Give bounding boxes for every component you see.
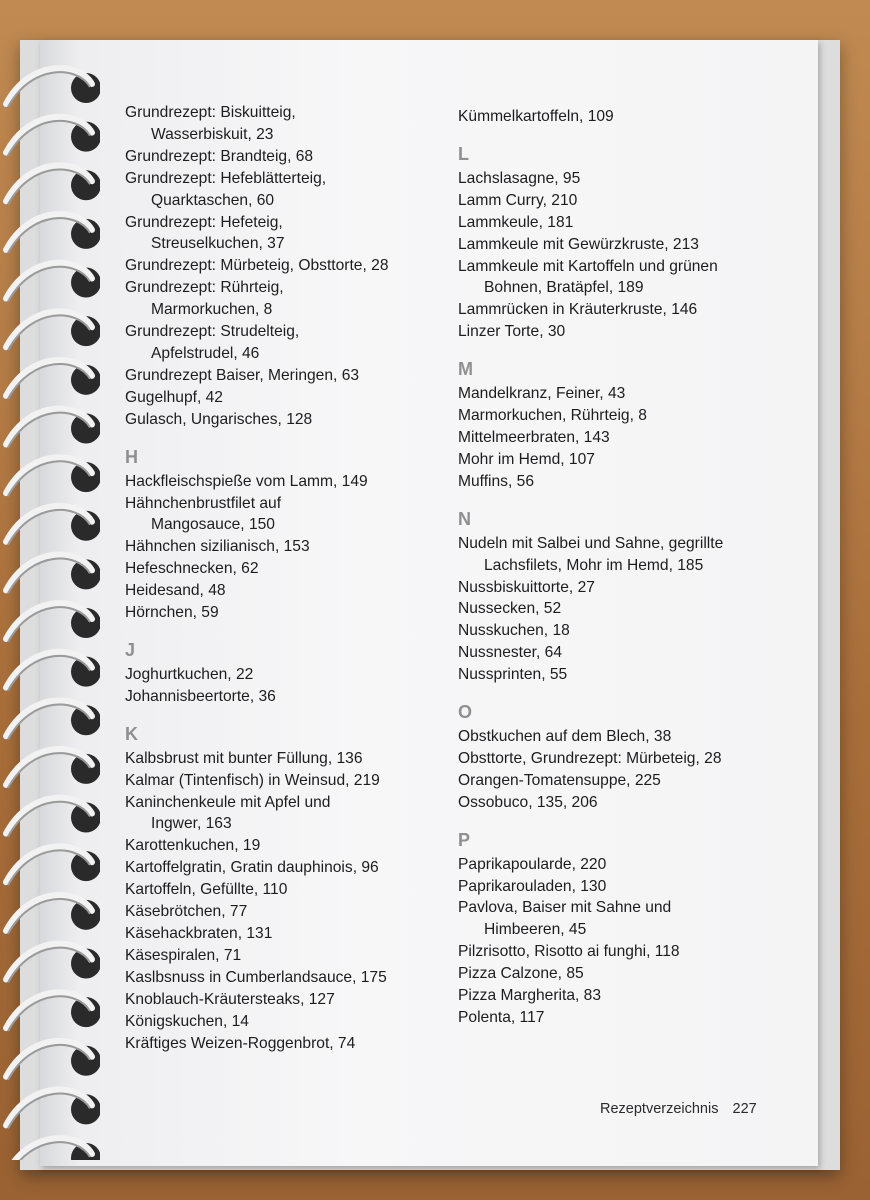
index-entry-line: Nussbiskuittorte, 27	[458, 578, 595, 596]
index-entry	[458, 383, 788, 405]
index-entry	[125, 1011, 435, 1033]
index-letter-heading: J	[125, 639, 136, 660]
spiral-ring	[6, 895, 100, 934]
index-entry-line: Orangen-Tomatensuppe, 225	[458, 771, 661, 789]
index-entry-line: Hähnchen sizilianisch, 153	[125, 538, 310, 556]
index-entry-line: Lammrücken in Kräuterkruste, 146	[458, 301, 698, 319]
index-entry-line: Heidesand, 48	[125, 582, 226, 600]
index-entry	[125, 686, 435, 708]
index-entry	[458, 854, 788, 876]
index-entry-line: Grundrezept: Hefeteig,	[125, 213, 283, 231]
spiral-ring	[6, 555, 100, 594]
index-entry-line: Lammkeule mit Kartoffeln und grünen	[458, 257, 718, 275]
index-entry	[125, 365, 435, 387]
index-entry-line: Karottenkuchen, 19	[125, 837, 261, 855]
index-entry-line: Nussprinten, 55	[458, 666, 568, 684]
spiral-ring	[6, 68, 100, 107]
spiral-ring	[6, 603, 100, 642]
index-entry	[458, 770, 788, 792]
index-entry-line: Hefeschnecken, 62	[125, 560, 259, 578]
index-entry-line: Wasserbiskuit, 23	[151, 125, 274, 143]
index-letter-heading: P	[458, 829, 471, 850]
index-entry	[125, 1033, 435, 1055]
spiral-ring	[6, 700, 100, 739]
index-entry	[125, 471, 435, 493]
index-entry	[125, 748, 435, 770]
index-entry-line: Mohr im Hemd, 107	[458, 450, 595, 468]
index-entry-line: Nusskuchen, 18	[458, 622, 570, 640]
index-entry	[125, 989, 435, 1011]
index-entry	[125, 168, 435, 212]
index-entry	[458, 897, 788, 941]
index-entry-line: Kartoffelgratin, Gratin dauphinois, 96	[125, 859, 379, 877]
index-entry-line: Polenta, 117	[458, 1009, 545, 1026]
index-entry	[458, 941, 788, 963]
index-entry	[125, 493, 435, 537]
index-entry-line: Mittelmeerbraten, 143	[458, 428, 610, 446]
index-entry-line: Ossobuco, 135, 206	[458, 793, 598, 811]
index-entry-line: Knoblauch-Kräutersteaks, 127	[125, 990, 335, 1008]
index-entry-line: Grundrezept: Mürbeteig, Obsttorte, 28	[125, 257, 389, 275]
index-entry-line: Lachsfilets, Mohr im Hemd, 185	[484, 556, 704, 574]
index-entry	[458, 299, 788, 321]
index-entry	[458, 321, 788, 343]
spiral-ring	[6, 1090, 100, 1129]
index-entry-line: Nussnester, 64	[458, 644, 563, 662]
index-entry-line: Lamm Curry, 210	[458, 191, 578, 209]
spiral-ring	[6, 992, 100, 1031]
index-entry	[458, 792, 788, 814]
spiral-ring	[6, 457, 100, 496]
index-entry	[125, 901, 435, 923]
spiral-ring	[6, 749, 100, 788]
index-letter-heading: L	[458, 143, 469, 164]
index-entry	[125, 102, 435, 146]
index-entry-line: Nussecken, 52	[458, 600, 562, 618]
index-entry	[125, 277, 435, 321]
index-entry	[458, 642, 788, 664]
spiral-ring	[6, 409, 100, 448]
index-entry	[125, 580, 435, 602]
index-entry-line: Pizza Calzone, 85	[458, 965, 584, 983]
index-entry	[125, 967, 435, 989]
index-entry	[458, 234, 788, 256]
index-entry	[458, 471, 788, 493]
index-entry-line: Kaninchenkeule mit Apfel und	[125, 793, 331, 811]
spiral-ring	[6, 117, 100, 156]
index-entry-line: Apfelstrudel, 46	[151, 344, 260, 362]
index-entry-line: Kalbsbrust mit bunter Füllung, 136	[125, 749, 363, 767]
index-entry-line: Marmorkuchen, 8	[151, 301, 273, 319]
index-entry	[458, 168, 788, 190]
index-entry	[125, 409, 435, 431]
index-entry	[125, 558, 435, 580]
spiral-ring	[6, 214, 100, 253]
index-entry	[458, 598, 788, 620]
index-entry	[458, 620, 788, 642]
index-entry-line: Käsebrötchen, 77	[125, 903, 248, 921]
index-entry	[458, 106, 788, 128]
index-entry	[125, 602, 435, 624]
index-entry	[458, 533, 788, 577]
index-entry-line: Grundrezept: Rührteig,	[125, 279, 284, 297]
spiral-binding	[0, 40, 100, 1160]
index-entry	[458, 726, 788, 748]
index-entry-line: Muffins, 56	[458, 472, 534, 490]
index-entry	[125, 212, 435, 256]
index-entry-line: Lammkeule, 181	[458, 213, 574, 231]
index-entry	[458, 190, 788, 212]
spiral-ring	[6, 263, 100, 302]
index-entry-line: Marmorkuchen, Rührteig, 8	[458, 407, 647, 425]
index-entry-line: Johannisbeertorte, 36	[125, 687, 276, 705]
index-entry	[458, 963, 788, 985]
index-entry	[125, 536, 435, 558]
index-entry-line: Linzer Torte, 30	[458, 323, 566, 341]
index-entry-line: Mangosauce, 150	[151, 516, 275, 534]
index-letter-heading: O	[458, 702, 473, 723]
index-entry-line: Streuselkuchen, 37	[151, 235, 285, 253]
page-footer	[600, 1101, 757, 1117]
index-entry-line: Obstkuchen auf dem Blech, 38	[458, 728, 672, 746]
index-entry	[458, 449, 788, 471]
index-entry-line: Bohnen, Bratäpfel, 189	[484, 279, 644, 297]
index-letter-heading: N	[458, 508, 471, 529]
index-entry-line: Paprikapoularde, 220	[458, 855, 607, 873]
index-entry	[125, 879, 435, 901]
index-entry-line: Grundrezept Baiser, Meringen, 63	[125, 366, 360, 384]
index-entry	[458, 256, 788, 300]
index-entry	[458, 427, 788, 449]
spiral-ring	[6, 1138, 100, 1160]
index-entry-line: Grundrezept: Biskuitteig,	[125, 104, 296, 121]
index-entry	[125, 857, 435, 879]
spiral-ring	[6, 846, 100, 885]
index-entry	[125, 146, 435, 168]
index-entry	[458, 577, 788, 599]
index-entry-line: Kräftiges Weizen-Roggenbrot, 74	[125, 1034, 356, 1052]
spiral-ring	[6, 798, 100, 837]
index-entry-line: Grundrezept: Hefeblätterteig,	[125, 169, 327, 187]
index-entry-line: Hähnchenbrustfilet auf	[125, 494, 282, 512]
index-entry-line: Nudeln mit Salbei und Sahne, gegrillte	[458, 534, 724, 552]
spiral-ring	[6, 1041, 100, 1080]
index-entry	[125, 321, 435, 365]
index-entry-line: Mandelkranz, Feiner, 43	[458, 385, 626, 403]
index-entry	[125, 945, 435, 967]
index-letter-heading: K	[125, 723, 138, 744]
index-column-left	[125, 102, 435, 1054]
index-entry-line: Himbeeren, 45	[484, 921, 587, 939]
index-entry-line: Gulasch, Ungarisches, 128	[125, 410, 313, 428]
index-entry	[125, 664, 435, 686]
index-entry-line: Grundrezept: Brandteig, 68	[125, 147, 314, 165]
spiral-ring	[6, 360, 100, 399]
index-entry-line: Königskuchen, 14	[125, 1012, 249, 1030]
spiral-rings-svg	[0, 40, 100, 1160]
index-column-right	[458, 106, 788, 1029]
index-entry-line: Kartoffeln, Gefüllte, 110	[125, 881, 288, 899]
index-entry-line: Pilzrisotto, Risotto ai funghi, 118	[458, 943, 680, 961]
index-entry	[458, 876, 788, 898]
spiral-ring	[6, 311, 100, 350]
index-entry	[458, 748, 788, 770]
index-entry	[125, 792, 435, 836]
index-entry-line: Ingwer, 163	[151, 815, 232, 833]
index-entry-line: Hörnchen, 59	[125, 604, 219, 622]
index-entry-line: Joghurtkuchen, 22	[125, 665, 254, 683]
index-entry	[125, 770, 435, 792]
spiral-ring	[6, 165, 100, 204]
index-letter-heading: H	[125, 446, 138, 467]
index-entry-line: Lachslasagne, 95	[458, 169, 581, 187]
index-entry	[458, 212, 788, 234]
spiral-ring	[6, 944, 100, 983]
index-entry	[458, 664, 788, 686]
spiral-ring	[6, 506, 100, 545]
index-entry	[125, 923, 435, 945]
index-entry-line: Pizza Margherita, 83	[458, 987, 602, 1005]
index-entry-line: Paprikarouladen, 130	[458, 877, 607, 895]
index-entry-line: Pavlova, Baiser mit Sahne und	[458, 899, 672, 917]
index-entry-line: Käsespiralen, 71	[125, 946, 242, 964]
index-entry	[458, 1007, 788, 1029]
index-entry	[458, 405, 788, 427]
index-entry-line: Kümmelkartoffeln, 109	[458, 108, 614, 125]
footer-section-title: Rezeptverzeichnis	[600, 1101, 719, 1117]
index-letter-heading: M	[458, 359, 473, 380]
index-entry-line: Quarktaschen, 60	[151, 191, 275, 209]
index-entry	[458, 985, 788, 1007]
spiral-ring	[6, 652, 100, 691]
index-entry-line: Obsttorte, Grundrezept: Mürbeteig, 28	[458, 749, 722, 767]
index-entry-line: Käsehackbraten, 131	[125, 925, 273, 942]
index-entry-line: Kalmar (Tintenfisch) in Weinsud, 219	[125, 771, 380, 789]
index-entry-line: Lammkeule mit Gewürzkruste, 213	[458, 235, 699, 253]
page-number: 227	[732, 1101, 757, 1117]
index-entry	[125, 255, 435, 277]
index-entry	[125, 835, 435, 857]
index-entry-line: Gugelhupf, 42	[125, 388, 223, 406]
index-entry-line: Kaslbsnuss in Cumberlandsauce, 175	[125, 968, 387, 986]
index-entry-line: Hackfleischspieße vom Lamm, 149	[125, 472, 368, 490]
index-entry-line: Grundrezept: Strudelteig,	[125, 323, 300, 341]
index-entry	[125, 387, 435, 409]
